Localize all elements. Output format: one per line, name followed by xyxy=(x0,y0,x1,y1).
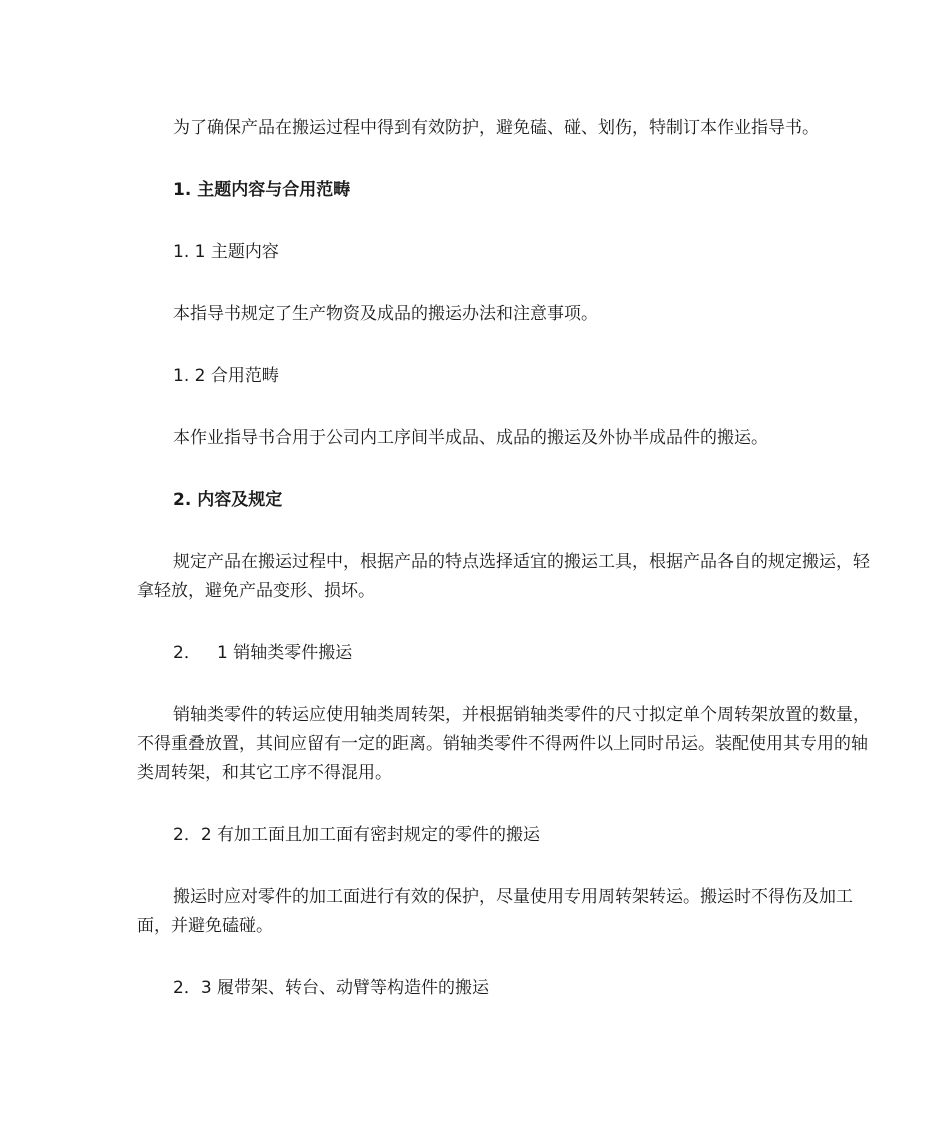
subsection-1-2-body: 本作业指导书合用于公司内工序间半成品、成品的搬运及外协半成品件的搬运。 xyxy=(173,428,768,448)
subsection-2-1-body: 销轴类零件的转运应使用轴类周转架，并根据销轴类零件的尺寸拟定单个周转架放置的数量，不得重叠放置，其间应留有一定的距离。销轴类零件不得两件以上同时吊运。装配使用其专用的轴类周转架，和其它工序不得混用。 xyxy=(137,705,870,783)
subsection-2-2-title: 2．2 有加工面且加工面有密封规定的零件的搬运 xyxy=(173,825,541,845)
subsection-2-3-title: 2．3 履带架、转台、动臂等构造件的搬运 xyxy=(173,978,490,998)
subsection-1-1-title: 1. 1 主题内容 xyxy=(173,242,279,262)
section-1-heading: 1. 主题内容与合用范畴 xyxy=(173,180,351,200)
subsection-1-2-title: 1. 2 合用范畴 xyxy=(173,366,279,386)
section-2-heading: 2. 内容及规定 xyxy=(173,490,283,510)
subsection-2-2-body: 搬运时应对零件的加工面进行有效的保护，尽量使用专用周转架转运。搬运时不得伤及加工面，并避免磕碰。 xyxy=(137,887,853,936)
section-2-intro: 规定产品在搬运过程中，根据产品的特点选择适宜的搬运工具，根据产品各自的规定搬运，轻拿轻放，避免产品变形、损坏。 xyxy=(137,552,870,601)
subsection-1-1-body: 本指导书规定了生产物资及成品的搬运办法和注意事项。 xyxy=(173,304,598,324)
intro-paragraph: 为了确保产品在搬运过程中得到有效防护，避免磕、碰、划伤，特制订本作业指导书。 xyxy=(173,118,819,138)
subsection-2-1-title: 2． 1 销轴类零件搬运 xyxy=(173,643,353,663)
